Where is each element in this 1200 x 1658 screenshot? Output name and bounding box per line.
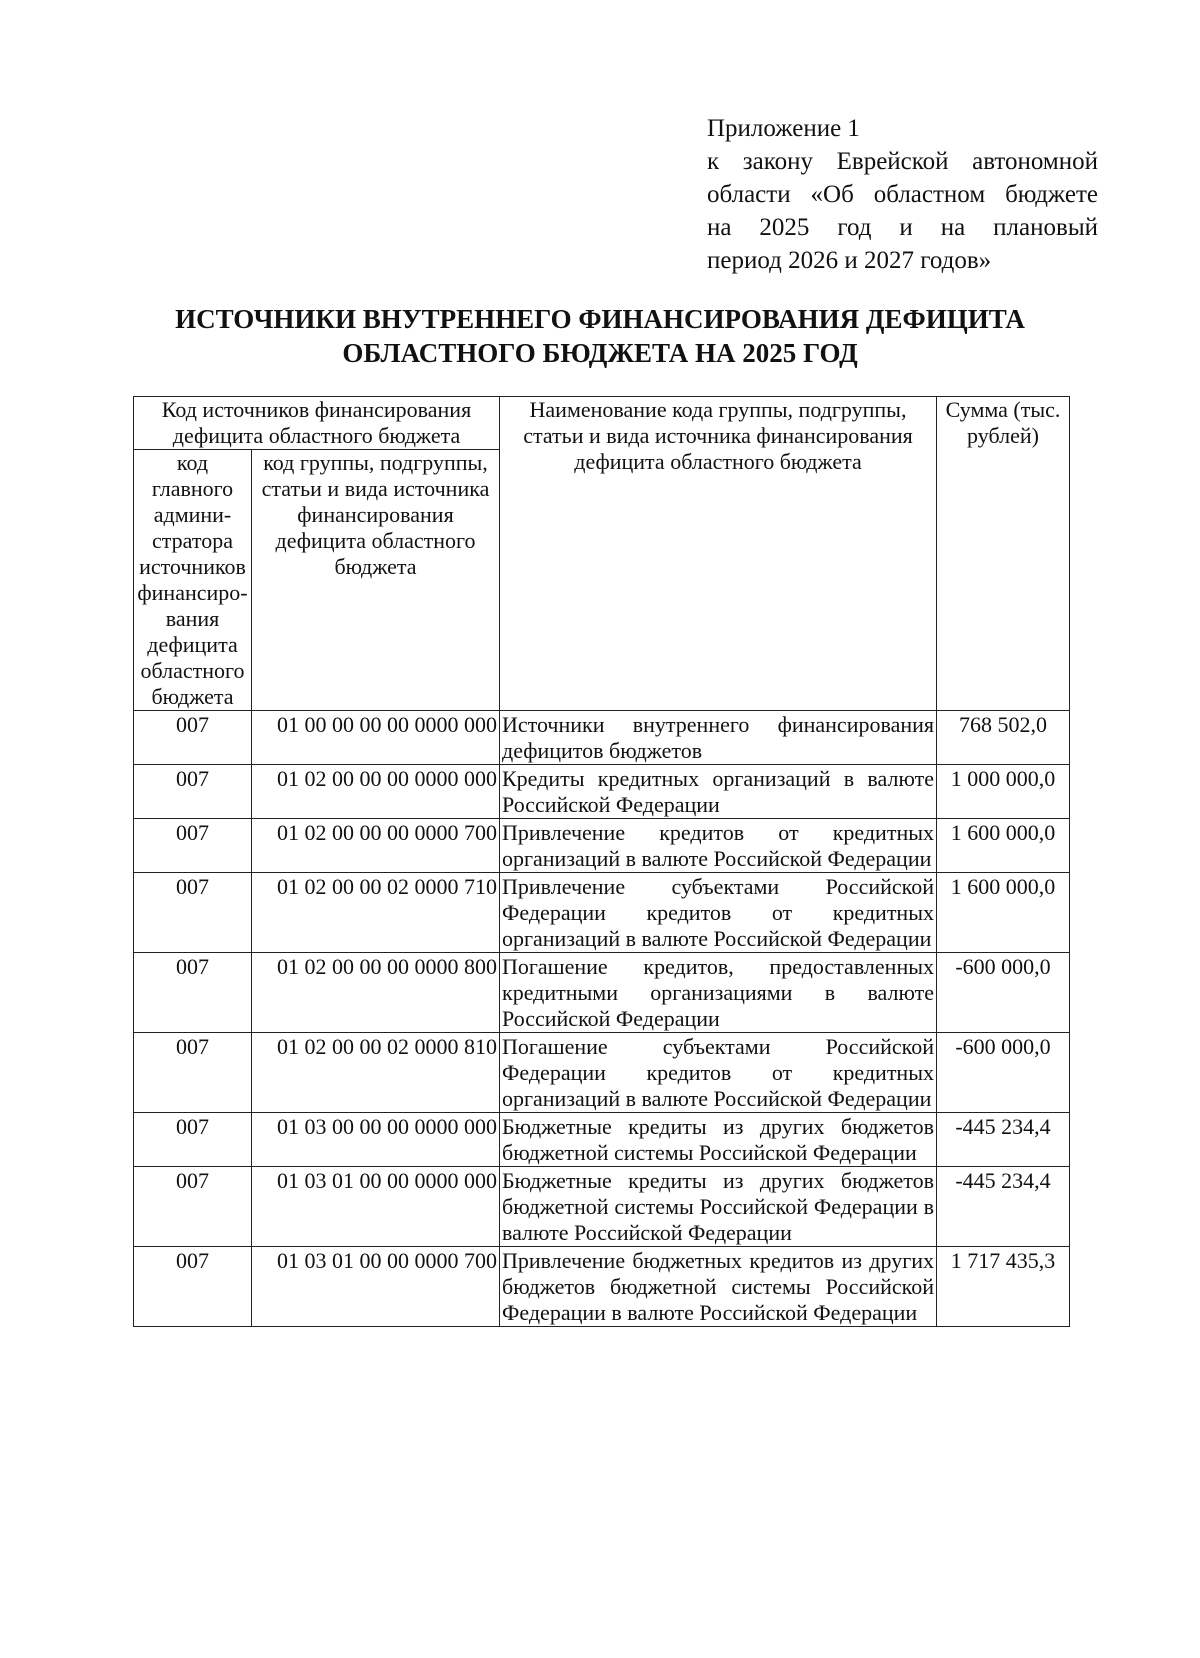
sum-cell: 1 600 000,0: [937, 819, 1070, 873]
header-code-group: Код источников финансирования дефицита областного бюджета: [134, 397, 500, 450]
table-row: [134, 711, 1070, 765]
sum-cell: -600 000,0: [937, 953, 1070, 1033]
financing-sources-table: [133, 396, 1070, 1327]
table-row: [134, 1167, 1070, 1247]
source-code-cell: 01 02 00 00 02 0000 810: [252, 1033, 500, 1113]
source-name-cell: Привлечение субъектами Российской Федерации кредитов от кредитных организаций в валюте Российской Федерации: [500, 873, 937, 953]
title-line: ОБЛАСТНОГО БЮДЖЕТА НА 2025 ГОД: [342, 338, 858, 368]
sum-cell: 1 000 000,0: [937, 765, 1070, 819]
source-code-cell: 01 03 01 00 00 0000 000: [252, 1167, 500, 1247]
appendix-line: области «Об областном бюджете: [707, 181, 1098, 208]
appendix-block: [707, 112, 1098, 277]
source-name-cell: Бюджетные кредиты из других бюджетов бюджетной системы Российской Федерации: [500, 1113, 937, 1167]
appendix-line: к закону Еврейской автономной: [707, 148, 1098, 175]
header-source-code: код группы, подгруппы, статьи и вида источника финансирования дефицита областного бюджета: [252, 450, 500, 711]
sum-cell: 768 502,0: [937, 711, 1070, 765]
table-row: [134, 1113, 1070, 1167]
admin-code-cell: 007: [134, 1167, 252, 1247]
table-row: [134, 819, 1070, 873]
sum-cell: 1 600 000,0: [937, 873, 1070, 953]
sum-cell: -445 234,4: [937, 1113, 1070, 1167]
sum-cell: -600 000,0: [937, 1033, 1070, 1113]
sum-cell: 1 717 435,3: [937, 1247, 1070, 1327]
source-name-cell: Погашение кредитов, предоставленных кредитными организациями в валюте Российской Федерации: [500, 953, 937, 1033]
source-name-cell: Привлечение бюджетных кредитов из других бюджетов бюджетной системы Российской Федерации в валюте Российской Федерации: [500, 1247, 937, 1327]
source-code-cell: 01 02 00 00 00 0000 800: [252, 953, 500, 1033]
admin-code-cell: 007: [134, 1247, 252, 1327]
admin-code-cell: 007: [134, 953, 252, 1033]
admin-code-cell: 007: [134, 819, 252, 873]
table-row: [134, 873, 1070, 953]
title-line: ИСТОЧНИКИ ВНУТРЕННЕГО ФИНАНСИРОВАНИЯ ДЕФИЦИТА: [175, 304, 1025, 334]
appendix-line: Приложение 1: [707, 115, 860, 142]
table-row: [134, 953, 1070, 1033]
source-code-cell: 01 02 00 00 00 0000 000: [252, 765, 500, 819]
source-name-cell: Источники внутреннего финансирования дефицитов бюджетов: [500, 711, 937, 765]
source-name-cell: Погашение субъектами Российской Федерации кредитов от кредитных организаций в валюте Российской Федерации: [500, 1033, 937, 1113]
table-row: [134, 1247, 1070, 1327]
source-name-cell: Привлечение кредитов от кредитных организаций в валюте Российской Федерации: [500, 819, 937, 873]
source-code-cell: 01 03 00 00 00 0000 000: [252, 1113, 500, 1167]
table-row: [134, 1033, 1070, 1113]
source-code-cell: 01 03 01 00 00 0000 700: [252, 1247, 500, 1327]
header-admin-code: код главного админи-стратора источников финансиро-вания дефицита областного бюджета: [134, 450, 252, 711]
header-sum: Сумма (тыс. рублей): [937, 397, 1070, 711]
source-code-cell: 01 00 00 00 00 0000 000: [252, 711, 500, 765]
source-name-cell: Бюджетные кредиты из других бюджетов бюджетной системы Российской Федерации в валюте Российской Федерации: [500, 1167, 937, 1247]
table-row: [134, 765, 1070, 819]
appendix-line: период 2026 и 2027 годов»: [707, 247, 992, 274]
sum-cell: -445 234,4: [937, 1167, 1070, 1247]
source-code-cell: 01 02 00 00 02 0000 710: [252, 873, 500, 953]
admin-code-cell: 007: [134, 873, 252, 953]
admin-code-cell: 007: [134, 1033, 252, 1113]
source-name-cell: Кредиты кредитных организаций в валюте Российской Федерации: [500, 765, 937, 819]
admin-code-cell: 007: [134, 1113, 252, 1167]
admin-code-cell: 007: [134, 711, 252, 765]
source-code-cell: 01 02 00 00 00 0000 700: [252, 819, 500, 873]
admin-code-cell: 007: [134, 765, 252, 819]
document-title: [150, 302, 1050, 370]
table-header-row: [134, 397, 1070, 450]
header-name: Наименование кода группы, подгруппы, статьи и вида источника финансирования дефицита областного бюджета: [500, 397, 937, 711]
appendix-line: на 2025 год и на плановый: [707, 214, 1098, 241]
